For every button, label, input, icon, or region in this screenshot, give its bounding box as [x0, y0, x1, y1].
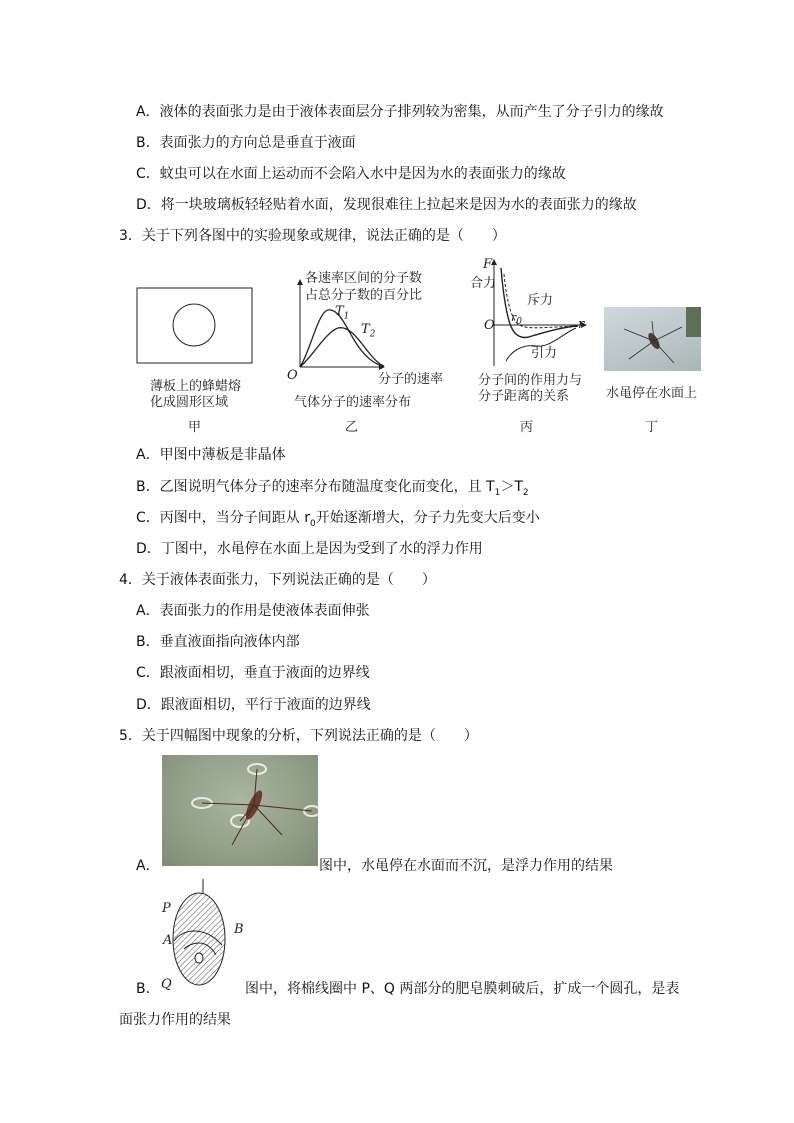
q4-stem: 4．关于液体表面张力，下列说法正确的是（ ） [119, 572, 436, 588]
fig-yi-ylabel-1: 各速率区间的分子数 [305, 271, 423, 286]
q5-option-b-letter: B． [136, 981, 160, 997]
fig-bing-caption-2: 分子距离的关系 [478, 389, 570, 404]
fig-b-a: A [163, 933, 173, 948]
q5-option-a-text: 图中，水黾停在水面而不沉，是浮力作用的结果 [319, 858, 613, 874]
fig-yi-ylabel-2: 占总分子数的百分比 [305, 288, 423, 303]
q3-stem: 3．关于下列各图中的实验现象或规律，说法正确的是（ ） [119, 228, 506, 244]
q4-option-b: B．垂直液面指向液体内部 [136, 634, 300, 650]
fig-b-b: B [234, 922, 244, 937]
fig-ding-label: 丁 [645, 420, 659, 435]
fig-yi-xlabel: 分子的速率 [378, 372, 444, 387]
q2-option-b: B．表面张力的方向总是垂直于液面 [136, 135, 356, 151]
thread-loop [195, 953, 203, 963]
q4-option-c: C．跟液面相切，垂直于液面的边界线 [136, 665, 370, 681]
water-strider-photo-large [162, 755, 318, 866]
fig-b-p: P [162, 901, 171, 916]
fig-bing-r0: $r_0$ [511, 311, 522, 328]
fig-bing-r: r [578, 317, 585, 332]
fig-bing-origin: O [484, 318, 495, 333]
fig-yi-t1: $T_1$ [335, 304, 350, 322]
q5-option-b-text: 图中，将棉线圈中 P、Q 两部分的肥皂膜刺破后，扩成一个圆孔，是表 [245, 981, 680, 997]
soap-film [173, 893, 225, 985]
fig-bing-label: 丙 [520, 420, 534, 435]
fig-jia-label: 甲 [188, 420, 202, 435]
q2-option-a: A．液体的表面张力是由于液体表面层分子排列较为密集，从而产生了分子引力的缘故 [136, 104, 664, 120]
fig-bing-heli: 合力 [470, 276, 497, 291]
water-strider-photo-small [604, 307, 701, 371]
fig-b-q: Q [161, 977, 172, 992]
q3-option-c: C．丙图中，当分子间距从 $r_0$开始逐渐增大，分子力先变大后变小 [136, 510, 540, 529]
fig-yi-label: 乙 [345, 420, 359, 435]
fig-jia-caption-1: 薄板上的蜂蜡熔 [150, 379, 242, 394]
q3-option-b: B．乙图说明气体分子的速率分布随温度变化而变化，且 $T_1>T_2$ [136, 479, 529, 498]
q5-stem: 5．关于四幅图中现象的分析，下列说法正确的是（ ） [119, 728, 478, 744]
q4-option-d: D．跟液面相切，平行于液面的边界线 [136, 697, 371, 713]
q3-option-d: D．丁图中，水黾停在水面上是因为受到了水的浮力作用 [136, 541, 483, 557]
fig-yi-origin: O [287, 368, 298, 383]
fig-jia-plate [136, 287, 254, 365]
q3-option-a: A．甲图中薄板是非晶体 [136, 447, 286, 463]
water-strider-icon [604, 307, 701, 371]
fig-yi-t2: $T_2$ [361, 322, 376, 340]
q2-option-c: C．蚊虫可以在水面上运动而不会陷入水中是因为水的表面张力的缘故 [136, 166, 566, 182]
fig-bing-yinli: 引力 [531, 346, 558, 361]
fig-jia-caption-2: 化成圆形区域 [150, 395, 229, 410]
q2-option-d: D．将一块玻璃板轻轻贴着水面，发现很难往上拉起来是因为水的表面张力的缘故 [136, 197, 637, 213]
wax-circle [173, 304, 215, 346]
fig-bing-f: F [483, 257, 493, 272]
q5-option-a-letter: A． [136, 858, 160, 874]
fig-bing-chili: 斥力 [527, 293, 554, 308]
q4-option-a: A．表面张力的作用是使液体表面伸张 [136, 603, 370, 619]
fig-bing-caption-1: 分子间的作用力与 [478, 373, 583, 388]
water-strider-large-icon [162, 755, 318, 866]
fig-yi-caption: 气体分子的速率分布 [294, 395, 412, 410]
q5-option-b-text-2: 面张力作用的结果 [119, 1012, 231, 1028]
fig-ding-caption: 水黾停在水面上 [606, 386, 698, 401]
